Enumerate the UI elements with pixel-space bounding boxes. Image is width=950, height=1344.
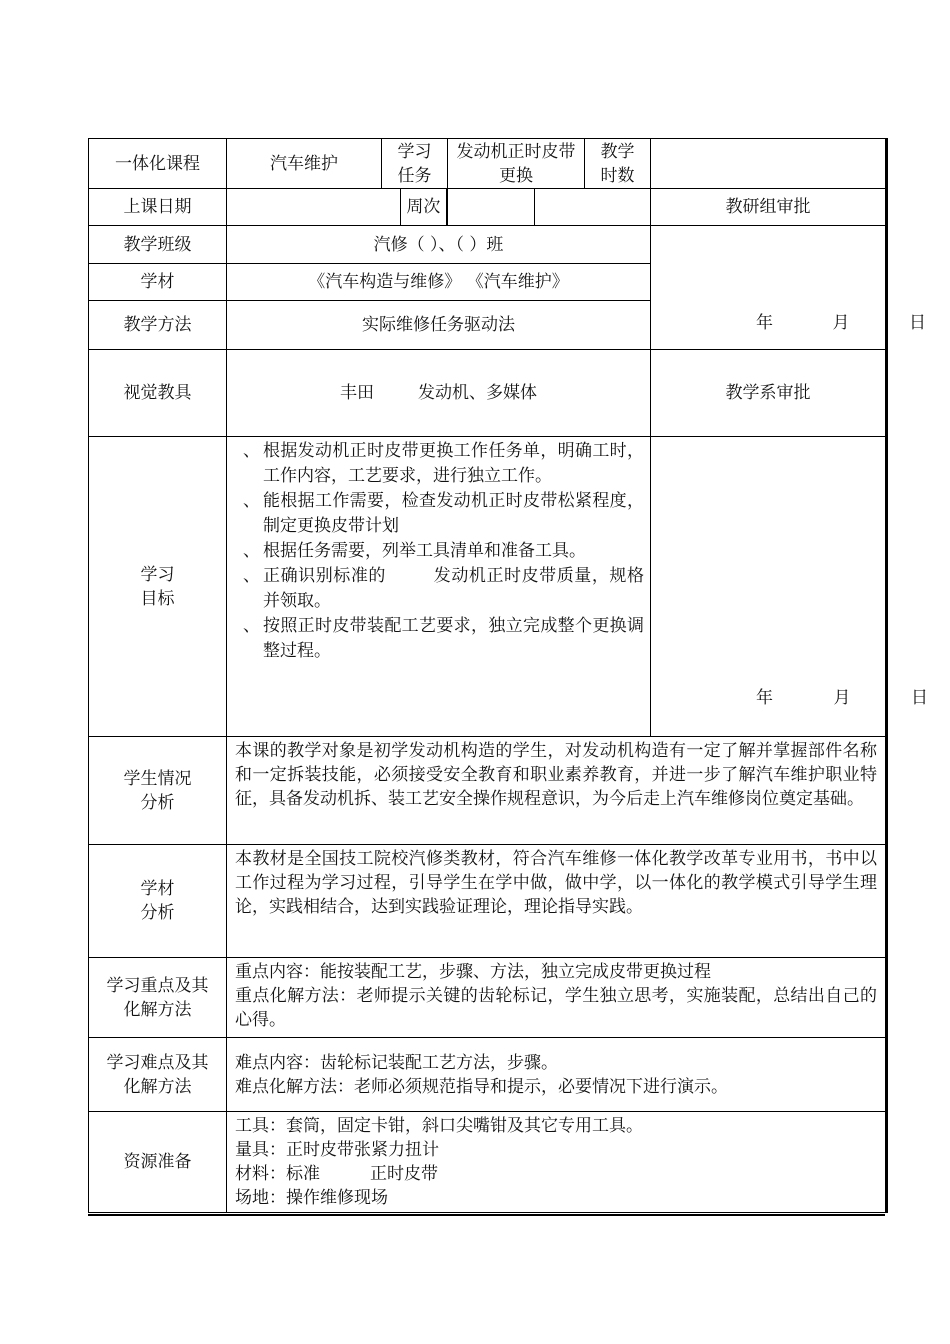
review-group-label: 教研组审批 [651,189,886,226]
material-value: 《汽车构造与维修》 《汽车维护》 [227,264,651,301]
resources-site: 场地：操作维修现场 [235,1188,388,1208]
student-analysis-label-line1: 学生情况 [123,768,192,789]
date-and-week [227,189,448,226]
difficult-points-label-line1: 学习难点及其 [106,1052,209,1073]
key-points-label-line2: 化解方法 [123,999,192,1020]
visual-brand: 丰田 [340,383,374,403]
difficult-points-row [89,1038,886,1112]
goal-item: 、 能根据工作需要，检查发动机正时皮带松紧程度，制定更换皮带计划 [243,489,644,539]
key-points-row [89,958,886,1038]
review-dept-signature [651,437,928,737]
date-row [89,189,886,226]
material-label: 学材 [89,264,227,301]
hours-value [651,139,886,189]
material-analysis-text: 本教材是全国技工院校汽修类教材，符合汽车维修一体化教学改革专业用书，书中以工作过程为学习过程，引导学生在学中做，做中学，以一体化的教学模式引导学生理论，实践相结合，达到实践验证理论，理论指导实践。 [227,845,886,958]
resources-materials-b: 正时皮带 [370,1164,438,1184]
difficult-points-line1: 难点内容：齿轮标记装配工艺方法，步骤。 [235,1052,558,1073]
visual-items: 发动机、多媒体 [418,383,537,403]
course-label: 一体化课程 [89,139,227,189]
visual-row [89,350,886,437]
date-year: 年 [756,313,773,333]
date-month: 月 [832,313,850,333]
goal-item: 、 按照正时皮带装配工艺要求，独立完成整个更换调整过程。 [243,614,644,664]
goals-list [227,439,650,664]
difficult-points-content [227,1038,886,1112]
method-label: 教学方法 [89,301,227,350]
resources-materials [235,1162,877,1186]
visual-label: 视觉教具 [89,350,227,437]
task-value: 发动机正时皮带更换 [448,139,585,189]
student-analysis-row [89,737,886,845]
resources-content [227,1112,886,1213]
header-row [89,139,886,189]
student-analysis-label-line2: 分析 [140,792,175,813]
goal-item: 、 正确识别标准的 发动机正时皮带质量，规格并领取。 [243,564,644,614]
review-group-date [756,311,926,335]
material-analysis-label-line2: 分析 [140,903,175,923]
student-analysis-text: 本课的教学对象是初学发动机构造的学生，对发动机构造有一定了解并掌握部件名称和一定拆装技能，必须接受安全教育和职业素养教育，并进一步了解汽车维护职业特征，具备发动机拆、装工艺安全操作规程意识，为今后走上汽车维修岗位奠定基础。 [227,737,886,845]
goals-label-line1: 学习 [140,564,175,585]
method-value: 实际维修任务驱动法 [227,301,651,350]
material-analysis-label [89,845,227,958]
review-dept-label: 教学系审批 [651,350,886,437]
date-value [227,189,400,225]
resources-tools: 工具：套筒，固定卡钳，斜口尖嘴钳及其它专用工具。 [235,1116,643,1136]
resources-materials-a: 材料：标准 [235,1164,320,1184]
class-label: 教学班级 [89,226,227,264]
review-group-signature [651,226,926,350]
key-points-line2: 重点化解方法：老师提示关键的齿轮标记，学生独立思考，实施装配，总结出自己的心得。 [235,986,877,1030]
date-row-spacer [448,189,651,226]
material-analysis-row [89,845,886,958]
key-points-content [227,958,886,1038]
material-analysis-label-line1: 学材 [140,879,175,899]
date-year: 年 [756,688,773,708]
resources-label: 资源准备 [89,1112,227,1213]
date-label: 上课日期 [89,189,227,226]
date-day: 日 [911,688,928,708]
task-label: 学习任务 [382,139,448,189]
class-row [89,226,886,264]
key-points-label [89,958,227,1038]
key-points-line1: 重点内容：能按装配工艺，步骤、方法，独立完成皮带更换过程 [235,962,711,982]
difficult-points-label [89,1038,227,1112]
class-value: 汽修（ ）、（ ）班 [227,226,651,264]
goal-item: 、 根据发动机正时皮带更换工作任务单，明确工时，工作内容，工艺要求，进行独立工作。 [243,439,644,489]
lesson-plan-sheet [88,138,928,1213]
resources-gauges: 量具：正时皮带张紧力扭计 [235,1140,439,1160]
goals-row [89,437,886,737]
goals-label [89,437,227,737]
student-analysis-label [89,737,227,845]
resources-row [89,1112,886,1213]
difficult-points-line2: 难点化解方法：老师必须规范指导和提示，必要情况下进行演示。 [235,1076,728,1097]
date-day: 日 [909,313,926,333]
difficult-points-label-line2: 化解方法 [123,1076,192,1097]
goals-label-line2: 目标 [140,588,175,609]
goal-item: 、 根据任务需要，列举工具清单和准备工具。 [243,539,644,564]
lesson-plan-table [88,138,928,1213]
week-label: 周次 [400,189,447,225]
review-dept-date [756,686,928,710]
key-points-label-line1: 学习重点及其 [106,975,209,996]
hours-label: 教学时数 [585,139,651,189]
visual-value [227,350,651,437]
course-value: 汽车维护 [227,139,382,189]
goals-list-cell [227,437,651,737]
date-month: 月 [833,688,851,708]
